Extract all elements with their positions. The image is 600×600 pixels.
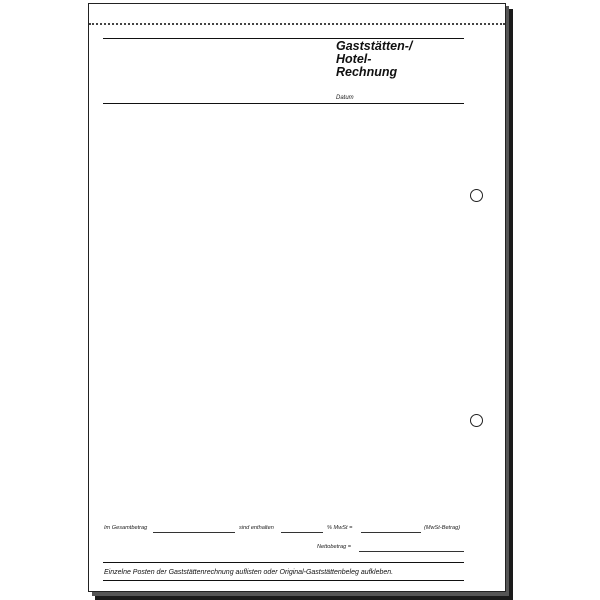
contained-label: sind enthalten (239, 525, 274, 531)
date-label: Datum (336, 95, 354, 101)
punch-hole-bottom (470, 414, 483, 427)
vat-rate-field[interactable] (281, 532, 323, 533)
footer-note: Einzelne Posten der Gaststättenrechnung auflisten oder Original-Gaststättenbeleg aufkleben. (104, 569, 394, 576)
vat-label: % MwSt = (327, 525, 353, 531)
footer-top-rule (103, 562, 464, 563)
title-line-2: Hotel- (336, 52, 372, 66)
vat-amount-field[interactable] (361, 532, 421, 533)
footer-bottom-rule (103, 580, 464, 581)
title-line-3: Rechnung (336, 65, 398, 79)
total-label: Im Gesamtbetrag (104, 525, 148, 531)
header-bottom-rule (103, 103, 464, 104)
total-amount-field[interactable] (153, 532, 235, 533)
vat-amount-label: (MwSt-Betrag) (424, 525, 461, 531)
form-title (336, 40, 466, 79)
net-amount-field[interactable] (359, 551, 464, 552)
punch-hole-top (470, 189, 483, 202)
perforation-line (89, 23, 505, 25)
title-line-1: Gaststätten-/ (336, 39, 413, 53)
net-label: Nettobetrag = (317, 544, 352, 550)
invoice-sheet (88, 3, 506, 592)
